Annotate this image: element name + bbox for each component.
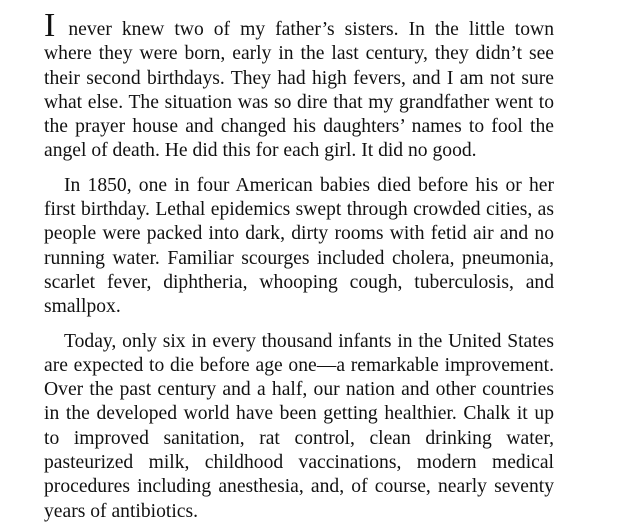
drop-cap: I bbox=[44, 7, 56, 44]
document-page bbox=[44, 7, 554, 524]
paragraph-1-text: where they were born, early in the last century, they didn’t see their second birthdays. They had high fevers, and I am not sure what else. The situation was so dire that my grandfather went to the prayer house and changed his daughters’ names to fool the angel of death. He did this for each girl. It did no good. bbox=[44, 43, 554, 162]
paragraph-1 bbox=[44, 7, 554, 164]
paragraph-3: Today, only six in every thousand infants in the United States are expected to die before age one—a remarkable improvement. Over the past century and a half, our nation and other countries in the developed world have been getting healthier. Chalk it up to improved sanitation, rat control, clean drinking water, pasteurized milk, childhood vaccinations, modern medical procedures including anesthesia, and, of course, nearly seventy years of antibiotics. bbox=[44, 330, 554, 522]
paragraph-1-first-line: never knew two of my father’s sisters. In the little town bbox=[58, 19, 554, 40]
paragraph-2: In 1850, one in four American babies died before his or her first birthday. Lethal epidemics swept through crowded cities, as people were packed into dark, dirty rooms with fetid air and no running water. Familiar scourges included cholera, pneumonia, scarlet fever, diphtheria, whooping cough, tuberculosis, and smallpox. bbox=[44, 174, 554, 318]
